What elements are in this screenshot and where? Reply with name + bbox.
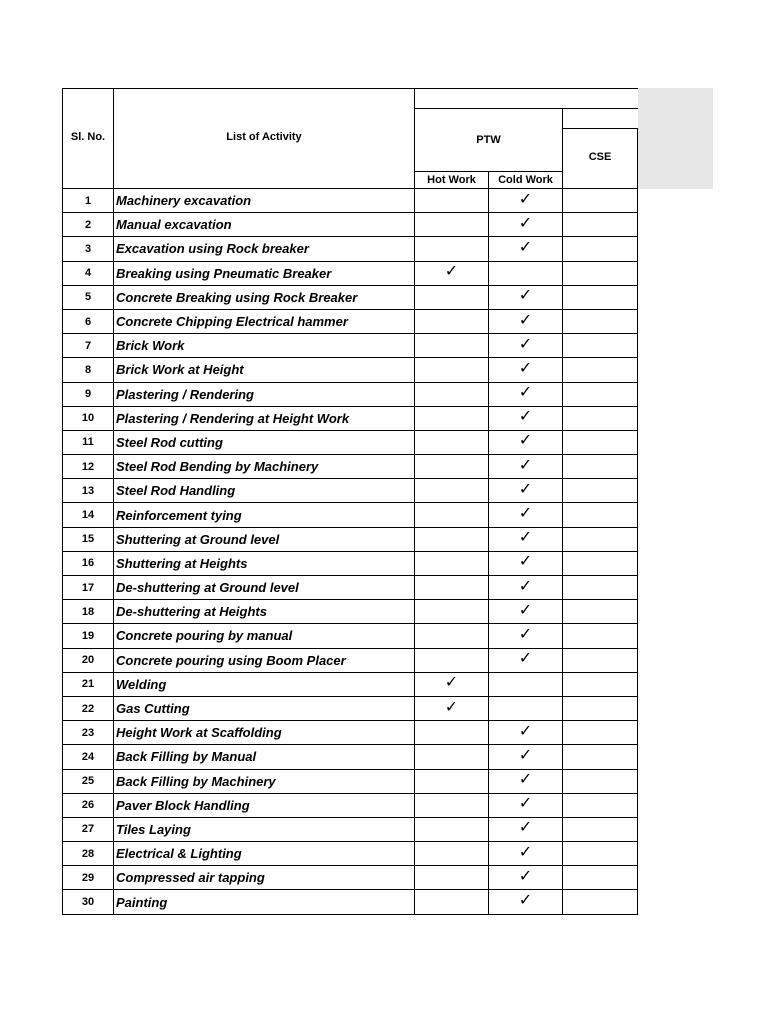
row-hot-work-cell bbox=[415, 189, 489, 213]
row-cold-work-cell bbox=[489, 890, 563, 914]
row-activity: Concrete Breaking using Rock Breaker bbox=[114, 285, 415, 309]
activity-table bbox=[62, 188, 638, 915]
table-row bbox=[63, 721, 638, 745]
table-row bbox=[63, 551, 638, 575]
row-cold-work-cell bbox=[489, 551, 563, 575]
table-row bbox=[63, 334, 638, 358]
row-activity: Excavation using Rock breaker bbox=[114, 237, 415, 261]
row-hot-work-cell bbox=[415, 745, 489, 769]
row-cse-cell bbox=[563, 309, 638, 333]
row-number: 13 bbox=[63, 479, 114, 503]
row-activity: Plastering / Rendering bbox=[114, 382, 415, 406]
row-number: 29 bbox=[63, 866, 114, 890]
row-cse-cell bbox=[563, 624, 638, 648]
row-hot-work-cell bbox=[415, 696, 489, 720]
table-row bbox=[63, 237, 638, 261]
row-number: 10 bbox=[63, 406, 114, 430]
row-hot-work-cell bbox=[415, 793, 489, 817]
row-hot-work-cell bbox=[415, 672, 489, 696]
row-activity: Breaking using Pneumatic Breaker bbox=[114, 261, 415, 285]
row-hot-work-cell bbox=[415, 576, 489, 600]
table-row bbox=[63, 793, 638, 817]
row-activity: Plastering / Rendering at Height Work bbox=[114, 406, 415, 430]
table-row bbox=[63, 576, 638, 600]
row-number: 28 bbox=[63, 842, 114, 866]
table-row bbox=[63, 672, 638, 696]
checkmark-icon: ✓ bbox=[518, 746, 533, 764]
row-number: 21 bbox=[63, 672, 114, 696]
header-cell-blank bbox=[562, 108, 638, 129]
table-row bbox=[63, 866, 638, 890]
row-activity: Reinforcement tying bbox=[114, 503, 415, 527]
table-row bbox=[63, 309, 638, 333]
row-cse-cell bbox=[563, 696, 638, 720]
row-cold-work-cell bbox=[489, 866, 563, 890]
row-cold-work-cell bbox=[489, 479, 563, 503]
row-number: 16 bbox=[63, 551, 114, 575]
checkmark-icon: ✓ bbox=[518, 601, 533, 619]
table-row bbox=[63, 213, 638, 237]
row-number: 1 bbox=[63, 189, 114, 213]
row-activity: Concrete Chipping Electrical hammer bbox=[114, 309, 415, 333]
row-cse-cell bbox=[563, 382, 638, 406]
table-row bbox=[63, 382, 638, 406]
row-hot-work-cell bbox=[415, 237, 489, 261]
table-row bbox=[63, 648, 638, 672]
checkmark-icon: ✓ bbox=[444, 698, 459, 716]
row-number: 18 bbox=[63, 600, 114, 624]
row-number: 22 bbox=[63, 696, 114, 720]
row-cse-cell bbox=[563, 600, 638, 624]
row-cold-work-cell bbox=[489, 455, 563, 479]
row-number: 15 bbox=[63, 527, 114, 551]
row-hot-work-cell bbox=[415, 479, 489, 503]
checkmark-icon: ✓ bbox=[518, 359, 533, 377]
checkmark-icon: ✓ bbox=[518, 384, 533, 402]
checkmark-icon: ✓ bbox=[444, 263, 459, 281]
row-hot-work-cell bbox=[415, 624, 489, 648]
row-number: 25 bbox=[63, 769, 114, 793]
row-activity: Steel Rod Handling bbox=[114, 479, 415, 503]
table-row bbox=[63, 842, 638, 866]
row-number: 8 bbox=[63, 358, 114, 382]
row-hot-work-cell bbox=[415, 406, 489, 430]
checkmark-icon: ✓ bbox=[518, 722, 533, 740]
row-number: 27 bbox=[63, 817, 114, 841]
row-cse-cell bbox=[563, 648, 638, 672]
row-cold-work-cell bbox=[489, 624, 563, 648]
row-activity: Machinery excavation bbox=[114, 189, 415, 213]
row-number: 19 bbox=[63, 624, 114, 648]
table-row bbox=[63, 600, 638, 624]
row-cold-work-cell bbox=[489, 576, 563, 600]
header-cold-work: Cold Work bbox=[498, 174, 553, 186]
row-hot-work-cell bbox=[415, 817, 489, 841]
row-cold-work-cell bbox=[489, 769, 563, 793]
row-number: 11 bbox=[63, 430, 114, 454]
row-cold-work-cell bbox=[489, 721, 563, 745]
row-hot-work-cell bbox=[415, 866, 489, 890]
row-activity: De-shuttering at Heights bbox=[114, 600, 415, 624]
checkmark-icon: ✓ bbox=[518, 529, 533, 547]
row-cold-work-cell bbox=[489, 285, 563, 309]
row-activity: Compressed air tapping bbox=[114, 866, 415, 890]
row-cse-cell bbox=[563, 672, 638, 696]
table-row bbox=[63, 406, 638, 430]
row-cold-work-cell bbox=[489, 745, 563, 769]
row-hot-work-cell bbox=[415, 769, 489, 793]
row-number: 6 bbox=[63, 309, 114, 333]
row-activity: Painting bbox=[114, 890, 415, 914]
row-cold-work-cell bbox=[489, 696, 563, 720]
row-number: 7 bbox=[63, 334, 114, 358]
table-row bbox=[63, 430, 638, 454]
row-cse-cell bbox=[563, 455, 638, 479]
row-cse-cell bbox=[563, 866, 638, 890]
row-cse-cell bbox=[563, 334, 638, 358]
table-row bbox=[63, 624, 638, 648]
row-activity: Back Filling by Manual bbox=[114, 745, 415, 769]
row-cse-cell bbox=[563, 189, 638, 213]
table-row bbox=[63, 285, 638, 309]
checkmark-icon: ✓ bbox=[518, 190, 533, 208]
row-hot-work-cell bbox=[415, 382, 489, 406]
row-cse-cell bbox=[563, 261, 638, 285]
row-hot-work-cell bbox=[415, 213, 489, 237]
row-cold-work-cell bbox=[489, 842, 563, 866]
row-number: 9 bbox=[63, 382, 114, 406]
row-cse-cell bbox=[563, 769, 638, 793]
row-number: 12 bbox=[63, 455, 114, 479]
row-activity: Height Work at Scaffolding bbox=[114, 721, 415, 745]
row-cse-cell bbox=[563, 842, 638, 866]
row-cse-cell bbox=[563, 527, 638, 551]
row-hot-work-cell bbox=[415, 842, 489, 866]
checkmark-icon: ✓ bbox=[518, 625, 533, 643]
row-hot-work-cell bbox=[415, 309, 489, 333]
row-cse-cell bbox=[563, 479, 638, 503]
checkmark-icon: ✓ bbox=[518, 650, 533, 668]
row-activity: Manual excavation bbox=[114, 213, 415, 237]
row-cold-work-cell bbox=[489, 527, 563, 551]
row-hot-work-cell bbox=[415, 334, 489, 358]
row-cse-cell bbox=[563, 358, 638, 382]
row-cse-cell bbox=[563, 213, 638, 237]
checkmark-icon: ✓ bbox=[518, 553, 533, 571]
row-number: 17 bbox=[63, 576, 114, 600]
checkmark-icon: ✓ bbox=[518, 892, 533, 910]
row-cold-work-cell bbox=[489, 430, 563, 454]
row-cse-cell bbox=[563, 285, 638, 309]
table-row bbox=[63, 479, 638, 503]
row-number: 23 bbox=[63, 721, 114, 745]
checkmark-icon: ✓ bbox=[518, 819, 533, 837]
row-activity: Gas Cutting bbox=[114, 696, 415, 720]
row-activity: Steel Rod cutting bbox=[114, 430, 415, 454]
checkmark-icon: ✓ bbox=[518, 238, 533, 256]
row-activity: Shuttering at Ground level bbox=[114, 527, 415, 551]
row-activity: Brick Work bbox=[114, 334, 415, 358]
row-cold-work-cell bbox=[489, 334, 563, 358]
row-cold-work-cell bbox=[489, 817, 563, 841]
row-number: 2 bbox=[63, 213, 114, 237]
row-cold-work-cell bbox=[489, 406, 563, 430]
row-hot-work-cell bbox=[415, 721, 489, 745]
checkmark-icon: ✓ bbox=[518, 795, 533, 813]
table-row bbox=[63, 527, 638, 551]
checkmark-icon: ✓ bbox=[518, 577, 533, 595]
row-cold-work-cell bbox=[489, 793, 563, 817]
table-row bbox=[63, 189, 638, 213]
row-hot-work-cell bbox=[415, 261, 489, 285]
row-number: 26 bbox=[63, 793, 114, 817]
row-activity: Electrical & Lighting bbox=[114, 842, 415, 866]
row-cold-work-cell bbox=[489, 503, 563, 527]
checkmark-icon: ✓ bbox=[518, 456, 533, 474]
row-cold-work-cell bbox=[489, 213, 563, 237]
header-list-of-activity: List of Activity bbox=[226, 131, 302, 143]
row-number: 4 bbox=[63, 261, 114, 285]
row-cold-work-cell bbox=[489, 648, 563, 672]
row-cse-cell bbox=[563, 430, 638, 454]
table-row bbox=[63, 745, 638, 769]
row-hot-work-cell bbox=[415, 285, 489, 309]
header-sl-no: Sl. No. bbox=[70, 131, 106, 143]
checkmark-icon: ✓ bbox=[518, 505, 533, 523]
checkmark-icon: ✓ bbox=[518, 287, 533, 305]
row-activity: Welding bbox=[114, 672, 415, 696]
row-hot-work-cell bbox=[415, 600, 489, 624]
row-cse-cell bbox=[563, 745, 638, 769]
row-cold-work-cell bbox=[489, 261, 563, 285]
row-activity: Shuttering at Heights bbox=[114, 551, 415, 575]
row-cold-work-cell bbox=[489, 672, 563, 696]
row-activity: Tiles Laying bbox=[114, 817, 415, 841]
checkmark-icon: ✓ bbox=[518, 432, 533, 450]
row-activity: Steel Rod Bending by Machinery bbox=[114, 455, 415, 479]
checkmark-icon: ✓ bbox=[518, 408, 533, 426]
row-activity: Back Filling by Machinery bbox=[114, 769, 415, 793]
table-row bbox=[63, 261, 638, 285]
row-activity: De-shuttering at Ground level bbox=[114, 576, 415, 600]
header-cse: CSE bbox=[588, 151, 612, 163]
row-hot-work-cell bbox=[415, 455, 489, 479]
row-activity: Paver Block Handling bbox=[114, 793, 415, 817]
row-cold-work-cell bbox=[489, 600, 563, 624]
row-hot-work-cell bbox=[415, 890, 489, 914]
table-row bbox=[63, 890, 638, 914]
row-number: 24 bbox=[63, 745, 114, 769]
row-hot-work-cell bbox=[415, 648, 489, 672]
checkmark-icon: ✓ bbox=[518, 867, 533, 885]
row-number: 30 bbox=[63, 890, 114, 914]
row-cold-work-cell bbox=[489, 189, 563, 213]
row-hot-work-cell bbox=[415, 527, 489, 551]
row-number: 14 bbox=[63, 503, 114, 527]
row-activity: Concrete pouring using Boom Placer bbox=[114, 648, 415, 672]
row-cse-cell bbox=[563, 890, 638, 914]
row-cse-cell bbox=[563, 237, 638, 261]
row-cse-cell bbox=[563, 817, 638, 841]
header-hot-work: Hot Work bbox=[427, 174, 476, 186]
row-number: 5 bbox=[63, 285, 114, 309]
row-cse-cell bbox=[563, 503, 638, 527]
row-cold-work-cell bbox=[489, 237, 563, 261]
activity-table-body bbox=[63, 189, 638, 915]
table-row bbox=[63, 696, 638, 720]
checkmark-icon: ✓ bbox=[518, 335, 533, 353]
row-activity: Brick Work at Height bbox=[114, 358, 415, 382]
row-number: 20 bbox=[63, 648, 114, 672]
row-hot-work-cell bbox=[415, 551, 489, 575]
header-cell-top-strip bbox=[414, 88, 638, 109]
row-cold-work-cell bbox=[489, 358, 563, 382]
row-cold-work-cell bbox=[489, 309, 563, 333]
row-cse-cell bbox=[563, 576, 638, 600]
row-activity: Concrete pouring by manual bbox=[114, 624, 415, 648]
row-hot-work-cell bbox=[415, 430, 489, 454]
row-number: 3 bbox=[63, 237, 114, 261]
row-cse-cell bbox=[563, 721, 638, 745]
row-cse-cell bbox=[563, 551, 638, 575]
checkmark-icon: ✓ bbox=[518, 214, 533, 232]
table-row bbox=[63, 817, 638, 841]
checkmark-icon: ✓ bbox=[518, 480, 533, 498]
header-ptw: PTW bbox=[476, 134, 501, 146]
checkmark-icon: ✓ bbox=[518, 311, 533, 329]
table-row bbox=[63, 769, 638, 793]
table-row bbox=[63, 455, 638, 479]
checkmark-icon: ✓ bbox=[518, 771, 533, 789]
table-row bbox=[63, 358, 638, 382]
row-hot-work-cell bbox=[415, 358, 489, 382]
row-cold-work-cell bbox=[489, 382, 563, 406]
table-row bbox=[63, 503, 638, 527]
row-hot-work-cell bbox=[415, 503, 489, 527]
row-cse-cell bbox=[563, 793, 638, 817]
checkmark-icon: ✓ bbox=[444, 674, 459, 692]
checkmark-icon: ✓ bbox=[518, 843, 533, 861]
row-cse-cell bbox=[563, 406, 638, 430]
